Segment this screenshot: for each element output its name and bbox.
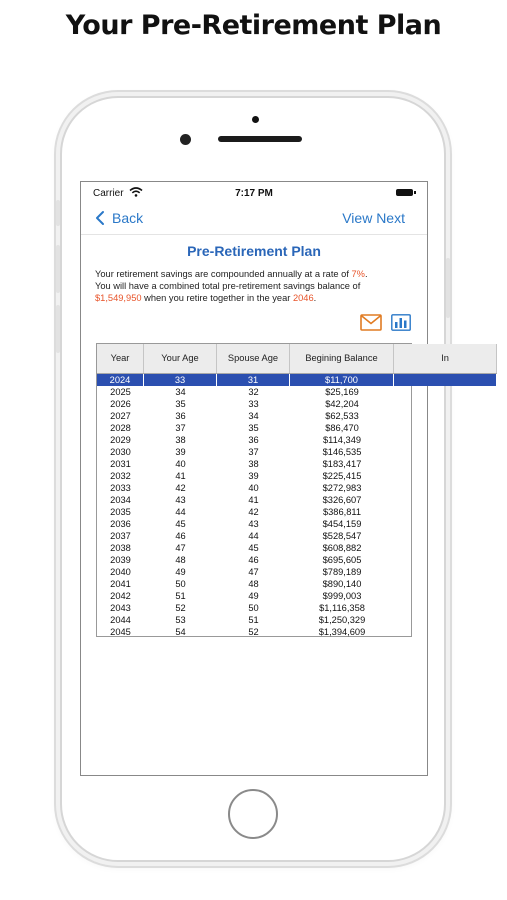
chevron-left-icon [95, 211, 105, 225]
table-cell: 2036 [110, 519, 131, 529]
table-cell: $1,116,358 [319, 603, 365, 613]
page-title: Pre-Retirement Plan [187, 243, 321, 259]
table-cell [394, 614, 497, 626]
table-cell: $326,607 [322, 495, 362, 505]
nav-divider [81, 234, 427, 235]
table-cell [394, 554, 497, 566]
table-cell [394, 398, 497, 410]
table-cell: 32 [248, 387, 259, 397]
table-row[interactable] [97, 542, 497, 554]
table-cell: 51 [175, 591, 186, 601]
table-cell: 31 [217, 374, 290, 386]
table-cell [394, 578, 497, 590]
table-cell: 2045 [110, 627, 131, 637]
table-row[interactable] [97, 614, 497, 626]
table-cell: 38 [175, 435, 186, 445]
table-cell: 44 [248, 531, 259, 541]
table-cell: 53 [175, 615, 186, 625]
table-body [97, 374, 497, 638]
table-cell: $1,394,609 [318, 627, 366, 637]
table-cell: 2040 [110, 567, 131, 577]
table-cell [394, 422, 497, 434]
table-cell: 2026 [110, 399, 131, 409]
table-cell: $695,605 [322, 555, 362, 565]
table-cell [394, 566, 497, 578]
summary-text-1: Your retirement savings are compounded annually at a rate of [95, 269, 352, 279]
table-cell: 2029 [110, 435, 131, 445]
table-cell: 2041 [110, 579, 131, 589]
table-cell: 45 [175, 519, 186, 529]
table-cell: $86,470 [325, 423, 359, 433]
table-cell: 44 [175, 507, 186, 517]
table-cell: 48 [248, 579, 259, 589]
table-cell: 40 [175, 459, 186, 469]
table-cell: 37 [248, 447, 259, 457]
table-cell [394, 386, 497, 398]
table-row[interactable] [97, 422, 497, 434]
table-cell [394, 410, 497, 422]
table-cell: 39 [248, 471, 259, 481]
table-cell: 2035 [110, 507, 131, 517]
table-cell: 46 [175, 531, 186, 541]
headline: Your Pre-Retirement Plan [65, 10, 442, 41]
table-row[interactable] [97, 566, 497, 578]
table-row[interactable] [97, 374, 497, 386]
interest-rate: 7% [351, 269, 365, 279]
table-cell [394, 434, 497, 446]
table-cell: 46 [248, 555, 259, 565]
table-cell: 42 [175, 483, 186, 493]
table-cell: 35 [248, 423, 259, 433]
plan-summary [95, 268, 417, 304]
table-row[interactable] [97, 494, 497, 506]
table-cell: 52 [248, 627, 259, 637]
table-cell: 37 [175, 423, 186, 433]
table-cell: $11,700 [290, 374, 394, 386]
total-balance: $1,549,950 [95, 293, 142, 303]
table-header [97, 344, 497, 374]
view-next-button[interactable]: View Next [342, 210, 405, 226]
table-cell: 2033 [110, 483, 131, 493]
table-cell: $272,983 [322, 483, 362, 493]
table-row[interactable] [97, 458, 497, 470]
table-cell [394, 494, 497, 506]
table-cell [394, 458, 497, 470]
table-cell: 2025 [110, 387, 131, 397]
table-row[interactable] [97, 506, 497, 518]
table-cell: 34 [175, 387, 186, 397]
volume-down-button [56, 305, 60, 353]
table-cell: $146,535 [322, 447, 362, 457]
table-cell: $62,533 [325, 411, 359, 421]
column-header[interactable]: Begining Balance [290, 344, 394, 373]
home-button[interactable] [228, 789, 278, 839]
summary-text-2: . [364, 269, 368, 279]
table-cell [394, 542, 497, 554]
table-cell [394, 518, 497, 530]
table-cell: 2042 [110, 591, 131, 601]
table-cell: $454,159 [322, 519, 362, 529]
table-cell: $183,417 [322, 459, 362, 469]
table-cell: 54 [175, 627, 186, 637]
table-cell: 2027 [110, 411, 131, 421]
table-cell [394, 530, 497, 542]
table-cell [394, 626, 497, 638]
table-cell [394, 374, 497, 386]
table-cell: $608,882 [322, 543, 362, 553]
table-cell: 2039 [110, 555, 131, 565]
table-cell: 2028 [110, 423, 131, 433]
retire-year: 2046 [292, 293, 314, 303]
summary-text-4: when you retire together in the year [141, 293, 293, 303]
table-cell: 35 [175, 399, 186, 409]
table-cell: 49 [175, 567, 186, 577]
table-cell: 39 [175, 447, 186, 457]
table-cell: 48 [175, 555, 186, 565]
table-cell: 43 [248, 519, 259, 529]
column-header[interactable]: Your Age [144, 344, 217, 373]
table-cell: 41 [175, 471, 186, 481]
column-header[interactable]: Spouse Age [217, 344, 290, 373]
table-cell: 33 [248, 399, 259, 409]
table-cell: 41 [248, 495, 259, 505]
table-cell [394, 482, 497, 494]
table-cell: $114,349 [322, 435, 362, 445]
table-cell: $25,169 [325, 387, 359, 397]
table-cell: 42 [248, 507, 259, 517]
carrier-label: Carrier [93, 188, 124, 199]
table-row[interactable] [97, 470, 497, 482]
table-cell: 50 [248, 603, 259, 613]
back-button[interactable] [95, 210, 143, 226]
table-row[interactable] [97, 602, 497, 614]
table-cell: 36 [248, 435, 259, 445]
table-cell: $1,250,329 [318, 615, 366, 625]
table-cell: 2038 [110, 543, 131, 553]
table-cell: 2031 [110, 459, 131, 469]
table-row[interactable] [97, 446, 497, 458]
power-button [446, 258, 450, 318]
table-cell: $890,140 [322, 579, 362, 589]
navigation-bar [81, 208, 427, 230]
table-cell: 40 [248, 483, 259, 493]
table-cell: 51 [248, 615, 259, 625]
table-row[interactable] [97, 530, 497, 542]
email-icon[interactable] [360, 314, 382, 331]
projection-table[interactable] [96, 343, 449, 637]
table-row[interactable] [97, 518, 497, 530]
table-cell: 34 [248, 411, 259, 421]
table-cell: 2030 [110, 447, 131, 457]
table-cell: $999,003 [322, 591, 362, 601]
table-cell [394, 446, 497, 458]
proximity-sensor [252, 116, 259, 123]
table-cell: 47 [248, 567, 259, 577]
table-cell: 2034 [110, 495, 131, 505]
table-cell [394, 602, 497, 614]
table-cell: 38 [248, 459, 259, 469]
table-cell: 36 [175, 411, 186, 421]
app-screen [80, 181, 449, 776]
summary-text-5: . [313, 293, 317, 303]
table-row[interactable] [97, 590, 497, 602]
table-row[interactable] [97, 554, 497, 566]
table-cell: 45 [248, 543, 259, 553]
table-cell: $528,547 [322, 531, 362, 541]
volume-up-button [56, 245, 60, 293]
table-cell: 49 [248, 591, 259, 601]
table-cell: $225,415 [322, 471, 362, 481]
front-camera [180, 134, 191, 145]
summary-text-3: You will have a combined total pre-retirement savings balance of [95, 281, 361, 291]
table-cell: 2037 [110, 531, 131, 541]
table-cell: $386,811 [322, 507, 362, 517]
clock: 7:17 PM [235, 188, 273, 199]
table-cell: 47 [175, 543, 186, 553]
mute-switch [56, 200, 60, 226]
table-cell: 43 [175, 495, 186, 505]
table-cell: 33 [144, 374, 217, 386]
table-row[interactable] [97, 398, 497, 410]
table-cell: 50 [175, 579, 186, 589]
table-cell [394, 470, 497, 482]
table-cell: 2032 [110, 471, 131, 481]
table-cell: 2024 [97, 374, 144, 386]
table-row[interactable] [97, 626, 497, 638]
status-bar [81, 182, 427, 204]
bar-chart-icon[interactable] [391, 314, 411, 331]
table-row[interactable] [97, 434, 497, 446]
earpiece-speaker [218, 136, 302, 142]
back-label: Back [112, 210, 144, 226]
table-row[interactable] [97, 482, 497, 494]
table-cell: 2043 [110, 603, 131, 613]
table-cell [394, 590, 497, 602]
table-cell: $42,204 [325, 399, 359, 409]
column-header[interactable]: In [394, 344, 497, 373]
table-cell: $789,189 [322, 567, 362, 577]
column-header[interactable]: Year [97, 344, 144, 373]
table-cell: 52 [175, 603, 186, 613]
table-cell: 2044 [110, 615, 131, 625]
table-row[interactable] [97, 386, 497, 398]
table-row[interactable] [97, 578, 497, 590]
battery-icon [396, 189, 413, 196]
table-cell [394, 506, 497, 518]
table-row[interactable] [97, 410, 497, 422]
